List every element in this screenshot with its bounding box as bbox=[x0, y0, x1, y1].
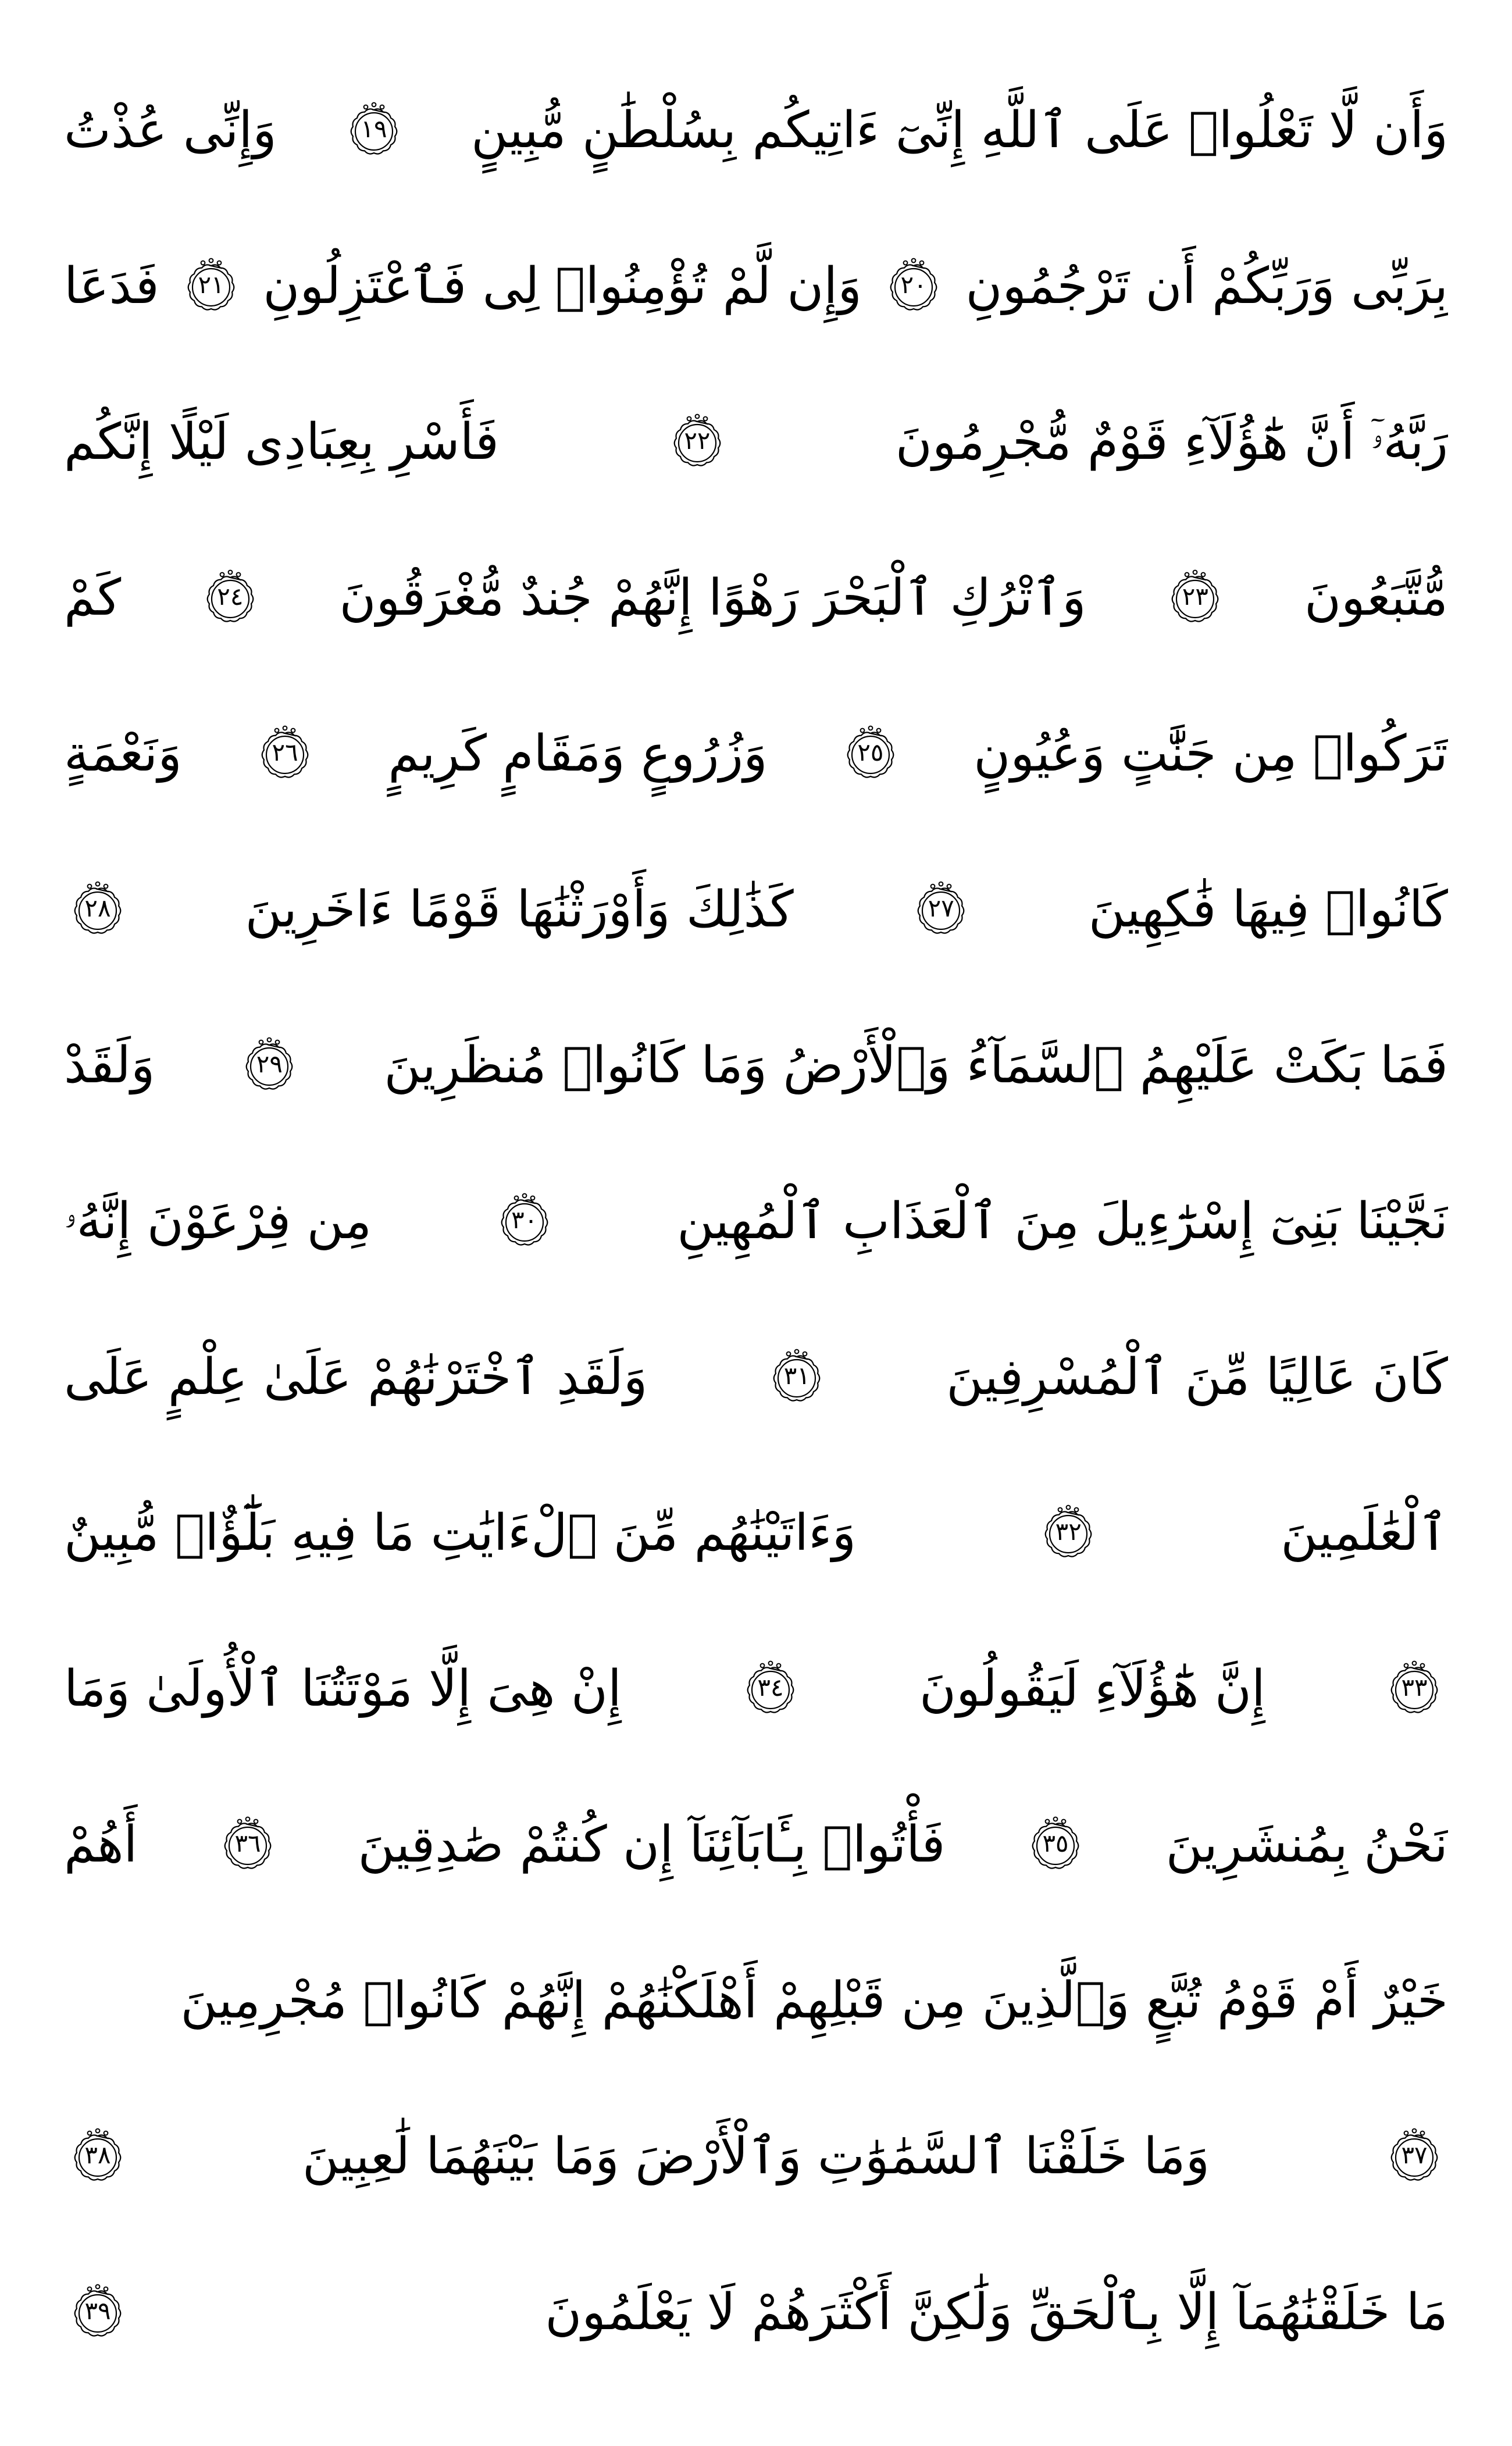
quran-line bbox=[64, 1299, 1448, 1455]
ayah-number: ٢٤ bbox=[217, 582, 244, 611]
ayah-number-marker bbox=[67, 879, 128, 940]
quran-line-content bbox=[64, 1659, 1448, 1719]
ayah-number: ٢٥ bbox=[857, 738, 884, 766]
ayah-text-segment: وَأَن لَّا تَعْلُوا۟ عَلَى ٱللَّهِ إِنِّىٓ ءَاتِيكُم بِسُلْطَٰنٍ مُّبِينٍ bbox=[471, 101, 1448, 159]
ayah-text-segment: فَمَا بَكَتْ عَلَيْهِمُ ٱلسَّمَآءُ وَٱلْأَرْضُ وَمَا كَانُوا۟ مُنظَرِينَ bbox=[384, 1036, 1448, 1094]
ayah-text-segment: رَبَّهُۥٓ أَنَّ هَٰٓؤُلَآءِ قَوْمٌ مُّجْرِمُونَ bbox=[895, 412, 1448, 471]
ayah-text-segment: كَانَ عَالِيًا مِّنَ ٱلْمُسْرِفِينَ bbox=[946, 1347, 1448, 1406]
quran-line bbox=[64, 2234, 1448, 2390]
ayah-number-marker bbox=[67, 2282, 128, 2342]
ayah-marker-segment bbox=[340, 100, 408, 161]
quran-line bbox=[64, 52, 1448, 208]
ayah-text-segment: ٱلْعَٰلَمِينَ bbox=[1281, 1503, 1448, 1562]
ayah-marker-segment bbox=[1035, 1503, 1102, 1563]
ayah-marker-segment bbox=[491, 1191, 558, 1251]
ayah-marker-segment bbox=[214, 1814, 281, 1875]
ayah-marker-segment bbox=[837, 723, 904, 784]
quran-line bbox=[64, 676, 1448, 832]
ayah-text-segment: فَأَسْرِ بِعِبَادِى لَيْلًا إِنَّكُم bbox=[64, 412, 500, 471]
quran-line bbox=[64, 208, 1448, 364]
ayah-number-marker bbox=[1025, 1814, 1086, 1875]
ayah-text-segment: مِن فِرْعَوْنَ إِنَّهُۥ bbox=[64, 1192, 372, 1250]
ayah-number: ٣٤ bbox=[757, 1673, 784, 1702]
quran-line bbox=[64, 364, 1448, 520]
ayah-marker-segment bbox=[236, 1035, 303, 1096]
ayah-number: ٣٠ bbox=[511, 1206, 538, 1234]
quran-line bbox=[64, 832, 1448, 987]
quran-line-content bbox=[64, 879, 1448, 940]
ayah-number: ٣٩ bbox=[84, 2297, 111, 2325]
quran-line bbox=[64, 1143, 1448, 1299]
ayah-number-marker bbox=[67, 2126, 128, 2187]
ayah-number: ٢٨ bbox=[84, 894, 111, 922]
ayah-marker-segment bbox=[664, 412, 731, 472]
ayah-number-marker bbox=[344, 100, 404, 161]
ayah-number-marker bbox=[494, 1191, 555, 1251]
ayah-number: ٣٧ bbox=[1401, 2141, 1428, 2169]
ayah-number: ٢١ bbox=[198, 270, 224, 299]
ayah-marker-segment bbox=[64, 2282, 131, 2342]
ayah-marker-segment bbox=[1161, 568, 1229, 628]
ayah-text-segment: وَلَقَدْ bbox=[64, 1036, 155, 1094]
ayah-number: ٢٧ bbox=[928, 894, 954, 922]
quran-line-content bbox=[64, 1191, 1448, 1251]
ayah-text-segment: وَلَقَدِ ٱخْتَرْنَٰهُمْ عَلَىٰ عِلْمٍ عَلَى bbox=[64, 1347, 648, 1406]
ayah-text-segment: مَا خَلَقْنَٰهُمَآ إِلَّا بِٱلْحَقِّ وَلَٰكِنَّ أَكْثَرَهُمْ لَا يَعْلَمُونَ bbox=[545, 2283, 1448, 2341]
ayah-text-segment: تَرَكُوا۟ مِن جَنَّٰتٍ وَعُيُونٍ bbox=[973, 724, 1448, 783]
quran-line bbox=[64, 1767, 1448, 1923]
quran-line-content bbox=[64, 723, 1448, 784]
ayah-number: ٣٦ bbox=[234, 1829, 261, 1857]
ayah-number: ٢٢ bbox=[684, 426, 711, 455]
ayah-number-marker bbox=[840, 723, 901, 784]
quran-text-body bbox=[64, 52, 1448, 2390]
ayah-text-segment: فَدَعَا bbox=[64, 256, 159, 315]
ayah-number-marker bbox=[255, 723, 315, 784]
quran-line bbox=[64, 1611, 1448, 1767]
ayah-number: ٣٥ bbox=[1042, 1829, 1069, 1857]
quran-line bbox=[64, 1455, 1448, 1611]
ayah-text-segment: وَإِن لَّمْ تُؤْمِنُوا۟ لِى فَٱعْتَزِلُونِ bbox=[263, 256, 862, 315]
ayah-marker-segment bbox=[197, 568, 264, 628]
ayah-marker-segment bbox=[64, 2126, 131, 2187]
ayah-marker-segment bbox=[177, 256, 245, 316]
ayah-text-segment: وَءَاتَيْنَٰهُم مِّنَ ٱلْءَايَٰتِ مَا فِيهِ بَلَٰٓؤٌا۟ مُّبِينٌ bbox=[64, 1503, 857, 1562]
ayah-number: ٢٠ bbox=[900, 270, 927, 299]
ayah-text-segment: مُّتَّبَعُونَ bbox=[1304, 568, 1448, 627]
ayah-number-marker bbox=[1384, 2126, 1445, 2187]
quran-line bbox=[64, 1923, 1448, 2078]
ayah-number-marker bbox=[181, 256, 241, 316]
ayah-number-marker bbox=[200, 568, 261, 628]
ayah-number: ٢٩ bbox=[256, 1050, 283, 1078]
ayah-text-segment: خَيْرٌ أَمْ قَوْمُ تُبَّعٍ وَٱلَّذِينَ مِن قَبْلِهِمْ أَهْلَكْنَٰهُمْ إِنَّهُمْ كَانُوا۟ مُجْرِمِينَ bbox=[180, 1971, 1448, 2030]
ayah-text-segment: وَٱتْرُكِ ٱلْبَحْرَ رَهْوًا إِنَّهُمْ جُندٌ مُّغْرَقُونَ bbox=[339, 568, 1086, 627]
quran-line-content bbox=[64, 2282, 1448, 2342]
quran-line-content bbox=[64, 1035, 1448, 1096]
ayah-number-marker bbox=[911, 879, 971, 940]
quran-line-content bbox=[64, 412, 1448, 472]
ayah-text-segment: إِنَّ هَٰٓؤُلَآءِ لَيَقُولُونَ bbox=[919, 1659, 1265, 1718]
ayah-number: ٣٢ bbox=[1055, 1517, 1082, 1546]
ayah-number-marker bbox=[239, 1035, 299, 1096]
ayah-number: ٢٣ bbox=[1182, 582, 1208, 611]
quran-line-content bbox=[64, 1814, 1448, 1875]
ayah-number-marker bbox=[1038, 1503, 1099, 1563]
quran-line-content bbox=[64, 1971, 1448, 2030]
ayah-marker-segment bbox=[1381, 1659, 1448, 1719]
ayah-number-marker bbox=[1165, 568, 1225, 628]
quran-line bbox=[64, 987, 1448, 1143]
ayah-marker-segment bbox=[763, 1347, 830, 1407]
ayah-number-marker bbox=[1384, 1659, 1445, 1719]
ayah-marker-segment bbox=[880, 256, 947, 316]
ayah-text-segment: كَمْ bbox=[64, 568, 122, 627]
ayah-number-marker bbox=[217, 1814, 278, 1875]
quran-line bbox=[64, 520, 1448, 676]
ayah-text-segment: وَإِنِّى عُذْتُ bbox=[64, 101, 277, 159]
ayah-marker-segment bbox=[251, 723, 319, 784]
ayah-text-segment: وَزُرُوعٍ وَمَقَامٍ كَرِيمٍ bbox=[388, 724, 768, 783]
ayah-text-segment: بِرَبِّى وَرَبِّكُمْ أَن تَرْجُمُونِ bbox=[965, 256, 1448, 315]
ayah-number: ٣٨ bbox=[84, 2141, 111, 2169]
ayah-text-segment: نَحْنُ بِمُنشَرِينَ bbox=[1165, 1815, 1448, 1874]
ayah-number: ٣١ bbox=[783, 1361, 810, 1390]
quran-line bbox=[64, 2078, 1448, 2234]
quran-line-content bbox=[64, 100, 1448, 161]
ayah-number: ١٩ bbox=[361, 115, 387, 143]
ayah-text-segment: إِنْ هِىَ إِلَّا مَوْتَتُنَا ٱلْأُولَىٰ وَمَا bbox=[64, 1659, 622, 1718]
ayah-number-marker bbox=[883, 256, 944, 316]
ayah-text-segment: كَانُوا۟ فِيهَا فَٰكِهِينَ bbox=[1088, 880, 1448, 939]
ayah-marker-segment bbox=[1381, 2126, 1448, 2187]
ayah-text-segment: وَمَا خَلَقْنَا ٱلسَّمَٰوَٰتِ وَٱلْأَرْضَ وَمَا بَيْنَهُمَا لَٰعِبِينَ bbox=[302, 2127, 1210, 2185]
quran-line-content bbox=[64, 1503, 1448, 1563]
ayah-number: ٣٣ bbox=[1401, 1673, 1428, 1702]
quran-line-content bbox=[64, 568, 1448, 628]
quran-line-content bbox=[64, 2126, 1448, 2187]
ayah-text-segment: أَهُمْ bbox=[64, 1815, 138, 1874]
ayah-number: ٢٦ bbox=[272, 738, 298, 766]
ayah-text-segment: وَنَعْمَةٍ bbox=[64, 724, 182, 783]
ayah-marker-segment bbox=[737, 1659, 804, 1719]
ayah-marker-segment bbox=[907, 879, 975, 940]
ayah-text-segment: فَأْتُوا۟ بِـَٔابَآئِنَآ إِن كُنتُمْ صَٰدِقِينَ bbox=[358, 1815, 946, 1874]
ayah-text-segment: كَذَٰلِكَ وَأَوْرَثْنَٰهَا قَوْمًا ءَاخَرِينَ bbox=[245, 880, 794, 939]
ayah-number-marker bbox=[740, 1659, 801, 1719]
ayah-marker-segment bbox=[64, 879, 131, 940]
ayah-number-marker bbox=[667, 412, 728, 472]
quran-line-content bbox=[64, 256, 1448, 316]
ayah-text-segment: نَجَّيْنَا بَنِىٓ إِسْرَٰٓءِيلَ مِنَ ٱلْعَذَابِ ٱلْمُهِينِ bbox=[677, 1192, 1448, 1250]
ayah-number-marker bbox=[766, 1347, 827, 1407]
quran-line-content bbox=[64, 1347, 1448, 1407]
ayah-marker-segment bbox=[1022, 1814, 1089, 1875]
